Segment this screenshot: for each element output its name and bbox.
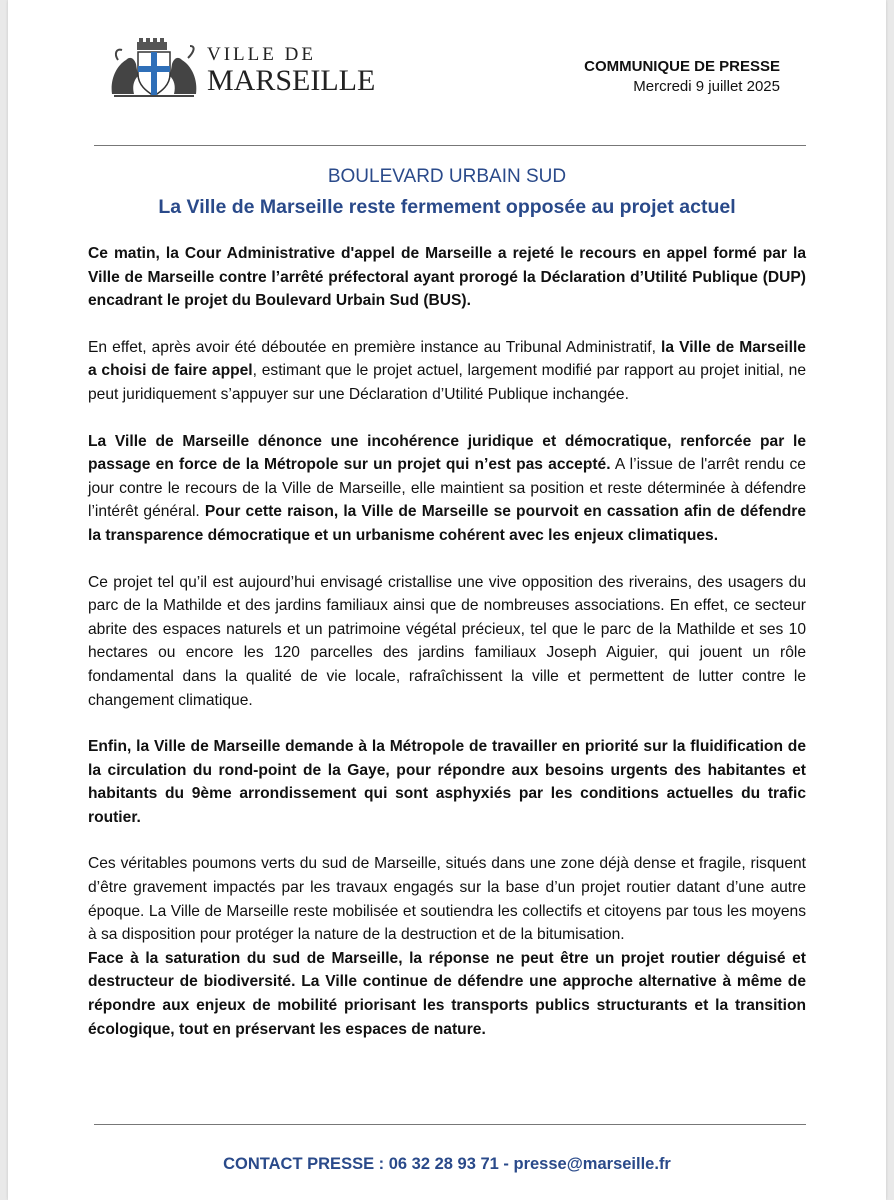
paragraph-6: Ces véritables poumons verts du sud de Marseille, situés dans une zone déjà dense et fragile, risquent d’être gravement impactés par les travaux engagés sur la base d’un projet routier datant d’une autre époque. La Ville de Marseille reste mobilisée et soutiendra les collectifs et citoyens par tous les moyens à sa disposition pour protéger la nature de la destruction et de la bitumisation. <box>88 855 806 944</box>
paragraph-5 <box>88 735 806 829</box>
headline: La Ville de Marseille reste fermement opposée au projet actuel <box>158 196 736 218</box>
ville-de-marseille-logo <box>104 36 376 100</box>
document-type: COMMUNIQUE DE PRESSE <box>584 58 780 75</box>
paragraph-3-text-c: Pour cette raison, la Ville de Marseille se pourvoit en cassation afin de défendre la transparence démocratique et un urbanisme cohérent avec les enjeux climatiques. <box>88 503 806 544</box>
topic-title: BOULEVARD URBAIN SUD <box>327 166 567 187</box>
paragraph-1 <box>88 242 806 313</box>
paragraph-2-text-c: , estimant que le projet actuel, largement modifié par rapport au projet initial, ne peut juridiquement s’appuyer sur une Déclaration d’Utilité Publique inchangée. <box>88 362 806 403</box>
paragraph-7 <box>88 947 806 1041</box>
paragraph-2-text-a: En effet, après avoir été déboutée en première instance au Tribunal Administratif, <box>88 338 661 356</box>
logo-line2: MARSEILLE <box>207 64 376 97</box>
paragraph-2-text-b: la Ville de Marseille a choisi de faire appel <box>88 338 806 380</box>
article-body <box>88 242 806 1041</box>
paragraph-4: Ce projet tel qu’il est aujourd’hui envisagé cristallise une vive opposition des riverains, des usagers du parc de la Mathilde et des jardins familiaux ainsi que de nombreuses associations. En effet, ce secteur abrite des espaces naturels et un patrimoine végétal précieux, tel que le parc de la Mathilde et ses 10 hectares ou encore les 120 parcelles des jardins familiaux Joseph Aiguier, qui jouent un rôle fondamental dans la qualité de vie locale, rafraîchissent la ville et permettent de lutter contre le changement climatique. <box>88 573 806 709</box>
press-release-page <box>8 0 886 1200</box>
press-contact: CONTACT PRESSE : 06 32 28 93 71 - presse@marseille.fr <box>223 1155 671 1173</box>
paragraph-3 <box>88 430 806 548</box>
paragraph-7-text: Face à la saturation du sud de Marseille, la réponse ne peut être un projet routier déguisé et destructeur de biodiversité. La Ville continue de défendre une approche alternative à même de répondre aux enjeux de mobilité priorisant les transports publics structurants et la transition écologique, tout en préservant les espaces de nature. <box>88 949 806 1038</box>
paragraph-3-text-a: La Ville de Marseille dénonce une incohérence juridique et démocratique, renforcée par le passage en force de la Métropole sur un projet qui n’est pas accepté. <box>88 432 806 474</box>
header-divider <box>94 145 806 146</box>
footer-divider <box>94 1124 806 1125</box>
paragraph-3-text-b: A l’issue de l'arrêt rendu ce jour contre le recours de la Ville de Marseille, elle maintient sa position et reste déterminée à défendre l’intérêt général. <box>88 456 806 521</box>
logo-line1: VILLE DE <box>207 44 316 65</box>
marseille-coat-of-arms-icon <box>104 36 204 100</box>
paragraph-1-text: Ce matin, la Cour Administrative d'appel de Marseille a rejeté le recours en appel formé par la Ville de Marseille contre l’arrêté préfectoral ayant prorogé la Déclaration d’Utilité Publique (DUP) encadrant le projet du Boulevard Urbain Sud (BUS). <box>88 245 806 310</box>
document-date: Mercredi 9 juillet 2025 <box>633 78 780 95</box>
paragraph-5-text: Enfin, la Ville de Marseille demande à la Métropole de travailler en priorité sur la fluidification de la circulation du rond-point de la Gaye, pour répondre aux besoins urgents des habitantes et habitants du 9ème arrondissement qui sont asphyxiés par les conditions actuelles du trafic routier. <box>88 738 806 826</box>
press-header <box>584 58 780 95</box>
paragraph-2 <box>88 336 806 407</box>
